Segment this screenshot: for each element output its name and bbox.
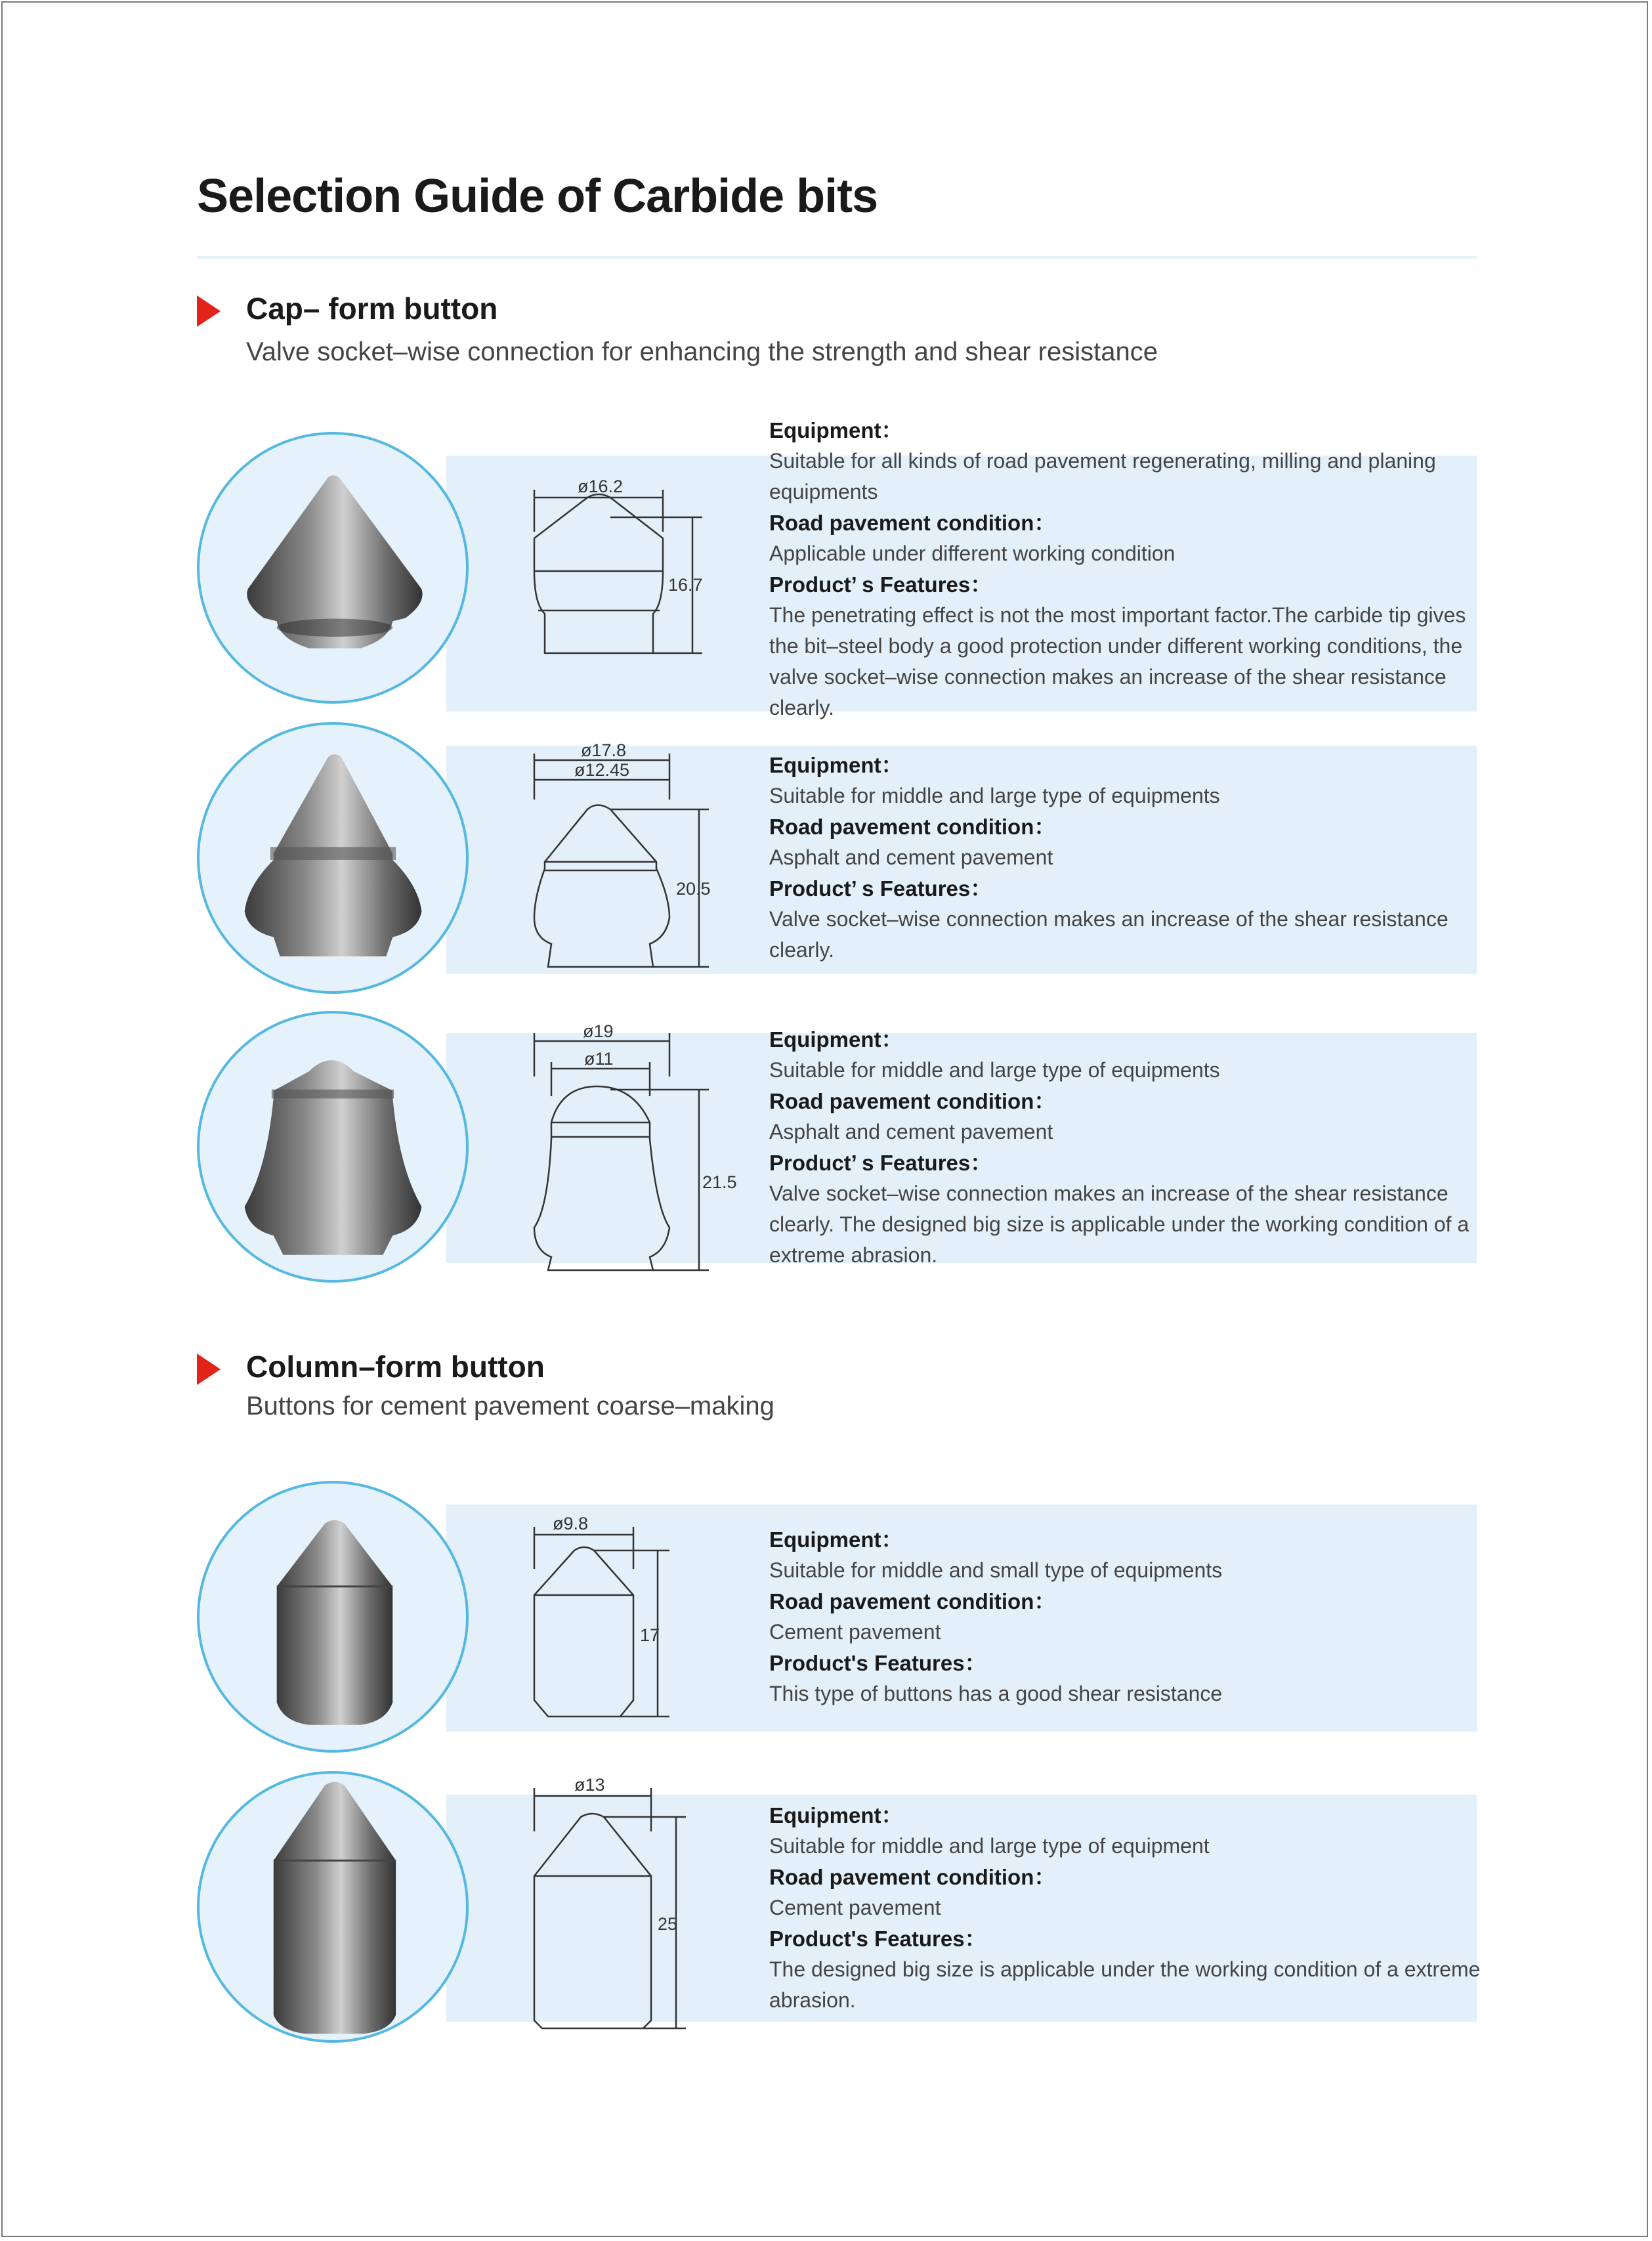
dim-diameter-inner: ø12.45 [574,760,630,780]
road-label: Road pavement condition： [769,511,1056,535]
section-title-cap: Cap– form button [246,291,498,326]
triangle-right-icon [197,1354,221,1385]
product-info-3 [769,1024,1481,1271]
road-label: Road pavement condition： [769,815,1056,839]
features-value: Valve socket–wise connection makes an increase of the shear resistance clearly. The designed big size is applicable under the working condition of a extreme abrasion. [769,1182,1470,1267]
features-value: Valve socket–wise connection makes an increase of the shear resistance clearly. [769,907,1449,962]
road-value: Asphalt and cement pavement [769,845,1053,869]
product-photo-cap-3 [197,1011,469,1283]
product-info-5 [769,1800,1481,2016]
features-label: Product’ s Features： [769,876,992,901]
product-photo-column-2 [197,1771,469,2043]
dim-height: 25 [658,1914,678,1934]
equipment-label: Equipment： [769,1027,903,1052]
product-info-1 [769,415,1481,723]
product-photo-column-1 [197,1481,469,1753]
features-value: The designed big size is applicable under the working condition of a extreme abrasion. [769,1957,1481,2012]
section-title-column: Column–form button [246,1350,545,1384]
features-label: Product's Features： [769,1651,986,1675]
triangle-right-icon [197,295,221,327]
equipment-value: Suitable for middle and large type of equipments [769,1058,1220,1082]
dimension-drawing-3 [512,1021,748,1273]
dim-height: 16.7 [668,575,703,595]
page-title: Selection Guide of Carbide bits [197,170,878,223]
dim-height: 20.5 [676,879,711,899]
product-photo-cap-2 [197,722,469,994]
road-value: Cement pavement [769,1896,941,1919]
dim-diameter: ø16.2 [578,477,624,496]
features-label: Product’ s Features： [769,1151,992,1175]
section-subtitle-cap: Valve socket–wise connection for enhancing the strength and shear resistance [246,337,1158,366]
section-subtitle-column: Buttons for cement pavement coarse–making [246,1392,774,1420]
dim-diameter-outer: ø19 [583,1021,614,1041]
product-info-2 [769,750,1481,966]
equipment-value: Suitable for middle and large type of equipments [769,784,1220,807]
dim-diameter-outer: ø17.8 [581,740,627,760]
product-photo-cap-1 [197,432,469,704]
dimension-drawing-2 [512,740,748,970]
features-label: Product's Features： [769,1927,986,1951]
road-value: Cement pavement [769,1620,941,1644]
dimension-drawing-5 [512,1772,748,2035]
equipment-label: Equipment： [769,418,903,442]
dim-diameter: ø13 [574,1775,605,1795]
equipment-label: Equipment： [769,1527,903,1552]
features-label: Product’ s Features： [769,572,992,597]
road-label: Road pavement condition： [769,1089,1056,1113]
equipment-value: Suitable for middle and small type of equipments [769,1558,1223,1582]
dimension-drawing-1 [512,479,748,663]
equipment-value: Suitable for middle and large type of equipment [769,1834,1210,1858]
dimension-drawing-4 [512,1510,748,1726]
dim-height: 17 [640,1625,660,1645]
road-label: Road pavement condition： [769,1589,1056,1613]
product-info-4 [769,1524,1481,1709]
title-divider [197,256,1477,259]
features-value: The penetrating effect is not the most important factor.The carbide tip gives the bit–steel body a good protection under different working conditions, the valve socket–wise connection makes an increase of the shear resistance clearly. [769,603,1466,719]
road-label: Road pavement condition： [769,1865,1056,1889]
road-value: Asphalt and cement pavement [769,1120,1053,1143]
dim-diameter: ø9.8 [553,1514,589,1533]
dim-height: 21.5 [702,1172,737,1192]
equipment-value: Suitable for all kinds of road pavement regenerating, milling and planing equipments [769,449,1436,503]
features-value: This type of buttons has a good shear resistance [769,1682,1223,1705]
dim-diameter-inner: ø11 [584,1049,614,1069]
equipment-label: Equipment： [769,753,903,777]
equipment-label: Equipment： [769,1803,903,1827]
road-value: Applicable under different working condition [769,542,1175,565]
